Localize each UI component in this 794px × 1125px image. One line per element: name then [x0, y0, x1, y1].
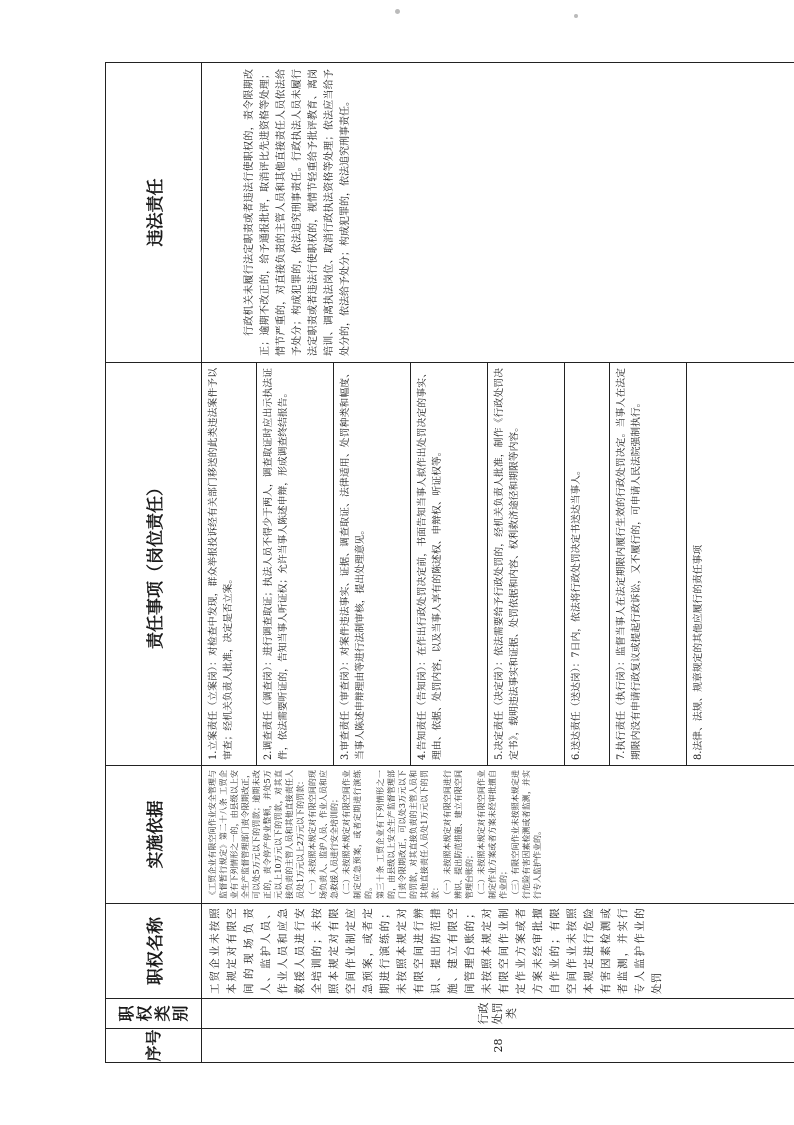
basis-paragraph: 《工贸企业有限空间作业安全管理与监督暂行规定》第二十八条 工贸企业有下列情形之一的，由县级以上安全生产监督管理部门责令限期改正，可以处5万元以下的罚款；逾期未改正的，责令停产停业整顿，并处5万元以上10万元以下的罚款，对其直接负责的主管人员和其他直接责任人员处1万元以上2万元以下的罚款：	[208, 770, 305, 899]
row-number: 28	[202, 1029, 794, 1063]
row-category: 行政处罚类	[202, 999, 794, 1029]
basis-paragraph: （二）未按照本规定对有限空间作业制定应急预案，或者定期进行演练的。	[342, 770, 373, 899]
scan-speck	[395, 9, 400, 14]
header-name: 职权名称	[106, 904, 202, 999]
duty-item-filing: 1.立案责任（立案岗）：对检查中发现，群众举报投诉经有关部门移送的此类违法案件予以审查；经机关负责人批准，决定是否立案。	[202, 363, 257, 765]
basis-paragraph: （一）未按照本规定对有限空间的现场负责人、监护人员、作业人员和应急救援人员进行安全培训的；	[308, 770, 339, 899]
row-duties	[202, 363, 794, 766]
row-power-name: 工贸企业未按照本规定对有限空间的现场负责人、监护人员、作业人员和应急救援人员进行安全培训的；未按照本规定对有限空间作业制定应急预案，或者定期进行演练的；未按照本规定对有限空间进行辨识、提出防范措施、建立有限空间管理台账的；未按照本规定对有限空间作业制定作业方案或者方案未经审批擅自作业的；有限空间作业未按照本规定进行危险有害因素检测或者监测，并实行专人监护作业的处罚	[202, 904, 794, 999]
duty-item-enforcement: 7.执行责任（执行岗）：监督当事人在法定期限内履行生效的行政处罚决定。当事人在法定期限内没有申请行政复议或提起行政诉讼，又不履行的，可申请人民法院强制执行。	[610, 363, 687, 765]
duty-item-review: 3.审查责任（审查岗）：对案件违法事实、证据、调查取证、法律适用、处罚种类和幅度、当事人陈述申辩理由等进行法制审核，提出处理意见。	[334, 363, 411, 765]
header-basis: 实施依据	[106, 766, 202, 904]
basis-paragraph: （三）有限空间作业未按照本规定进行危险有害因素检测或者监测，并实行专人监护作业的。	[511, 770, 542, 899]
header-violation: 违法责任	[106, 63, 202, 363]
duty-item-notification: 4.告知责任（告知岗）：在作出行政处罚决定前，书面告知当事人拟作出处罚决定的事实、理由、依据、处罚内容，以及当事人享有的陈述权、申辩权、听证权等。	[411, 363, 488, 765]
table-row	[202, 63, 794, 1063]
header-row	[106, 63, 202, 1063]
basis-paragraph: （二）未按照本规定对有限空间作业制定作业方案或者方案未经审批擅自作业的；	[477, 770, 508, 899]
header-seq: 序号	[106, 1029, 202, 1063]
duty-item-investigation: 2.调查责任（调查岗）：进行调查取证；执法人员不得少于两人，调查取证时应出示执法证件，依法需要听证的，告知当事人听证权；允许当事人陈述申辩，形成调查终结报告。	[257, 363, 334, 765]
basis-paragraph: 第三十条 工贸企业有下列情形之一的，由县级以上安全生产监督管理部门责令限期改正，可以处3万元以下的罚款，对其直接负责的主管人员和其他直接责任人员处1万元以下的罚款：	[376, 770, 440, 899]
duty-item-decision: 5.决定责任（决定岗）：依法需要给予行政处罚的，经机关负责人批准，制作《行政处罚决定书》，载明违法事实和证据、处罚依据和内容、权利救济途径和期限等内容。	[488, 363, 565, 765]
row-basis	[202, 766, 794, 904]
row-violation: 行政机关未履行法定职责或者违法行使职权的，责令限期改正；逾期不改正的，给予通报批评，取消评比先进资格等处理；情节严重的，对直接负责的主管人员和其他直接责任人员依法给予处分；构成犯罪的，依法追究刑事责任。行政执法人员未履行法定职责或者违法行使职权的，视情节轻重给予批评教育、离岗培训、调离执法岗位、取消行政执法资格等处理；依法应当给予处分的，依法给予处分；构成犯罪的，依法追究刑事责任。	[202, 63, 794, 363]
powers-table	[105, 62, 794, 1063]
scan-speck	[574, 14, 578, 18]
duty-item-other: 8.法律、法规、规章规定的其他应履行的责任事项	[693, 544, 704, 760]
header-category: 职权类别	[106, 999, 202, 1029]
rotated-table-wrapper	[105, 63, 794, 1063]
basis-paragraph: （一）未按照本规定对有限空间进行辨识、提出防范措施、建立有限空间管理台账的；	[443, 770, 474, 899]
duty-item-delivery: 6.送达责任（送达岗）：7日内，依法将行政处罚决定书送达当事人。	[565, 363, 610, 765]
header-duty: 责任事项（岗位责任）	[106, 363, 202, 766]
